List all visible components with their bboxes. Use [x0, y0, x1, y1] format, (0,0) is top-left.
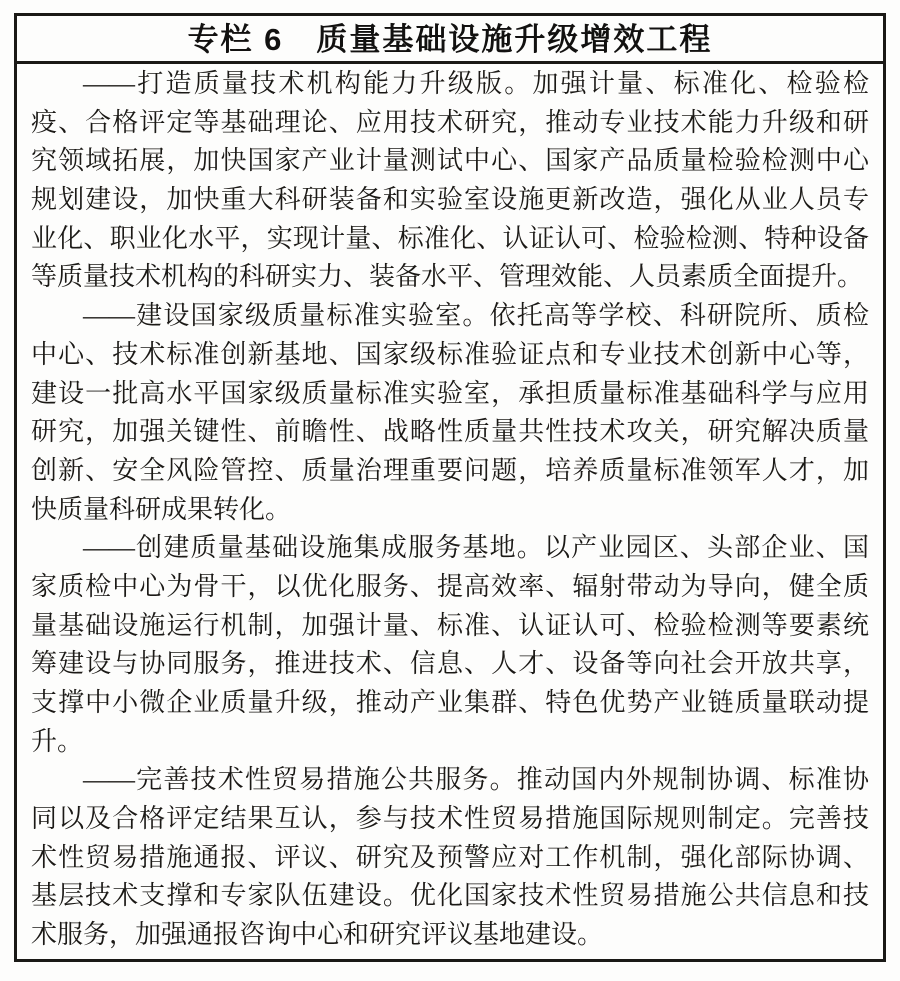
text-line: 研究，加强关键性、前瞻性、战略性质量共性技术攻关，研究解决质量: [31, 417, 869, 447]
paragraph-technical-trade-measures: [31, 761, 869, 954]
text-line: 等质量技术机构的科研实力、装备水平、管理效能、人员素质全面提升。: [31, 262, 864, 292]
text-line: 升。: [31, 726, 84, 756]
text-line: ——建设国家级质量标准实验室。依托高等学校、科研院所、质检: [83, 301, 869, 331]
text-line: 中心、技术标准创新基地、国家级标准验证点和专业技术创新中心等，: [31, 339, 869, 369]
text-line: 支撑中小微企业质量升级，推动产业集群、特色优势产业链质量联动提: [31, 688, 869, 717]
text-line: 疫、合格评定等基础理论、应用技术研究，推动专业技术能力升级和研: [31, 107, 869, 137]
text-line: 量基础设施运行机制，加强计量、标准、认证认可、检验检测等要素统: [31, 610, 869, 640]
text-line: ——创建质量基础设施集成服务基地。以产业园区、头部企业、国: [83, 533, 869, 563]
text-line: 创新、安全风险管控、质量治理重要问题，培养质量标准领军人才，加: [31, 455, 869, 485]
text-line: ——打造质量技术机构能力升级版。加强计量、标准化、检验检: [83, 69, 869, 98]
paragraph-national-quality-labs: [31, 297, 869, 529]
paragraph-integrated-service-bases: [31, 529, 869, 761]
column-title: 专栏 6 质量基础设施升级增效工程: [17, 16, 883, 64]
text-line: 基层技术支撑和专家队伍建设。优化国家技术性贸易措施公共信息和技: [31, 881, 869, 911]
text-line: 家质检中心为骨干，以优化服务、提高效率、辐射带动为导向，健全质: [31, 571, 869, 601]
text-line: 术服务，加强通报咨询中心和研究评议基地建设。: [31, 920, 604, 950]
text-line: 规划建设，加快重大科研装备和实验室设施更新改造，强化从业人员专: [31, 185, 869, 215]
text-line: ——完善技术性贸易措施公共服务。推动国内外规制协调、标准协: [83, 765, 869, 795]
text-line: 快质量科研成果转化。: [31, 494, 292, 524]
text-line: 同以及合格评定结果互认，参与技术性贸易措施国际规则制定。完善技: [31, 804, 869, 834]
column-box: [14, 13, 886, 962]
paragraph-upgrade-tech-institutions: [31, 65, 869, 297]
text-line: 筹建设与协同服务，推进技术、信息、人才、设备等向社会开放共享，: [31, 649, 869, 679]
text-line: 术性贸易措施通报、评议、研究及预警应对工作机制，强化部际协调、: [31, 842, 869, 872]
text-line: 建设一批高水平国家级质量标准实验室，承担质量标准基础科学与应用: [31, 378, 869, 408]
text-line: 究领域拓展，加快国家产业计量测试中心、国家产品质量检验检测中心: [31, 146, 869, 176]
text-line: 业化、职业化水平，实现计量、标准化、认证认可、检验检测、特种设备: [31, 223, 869, 253]
column-body: [17, 64, 883, 955]
